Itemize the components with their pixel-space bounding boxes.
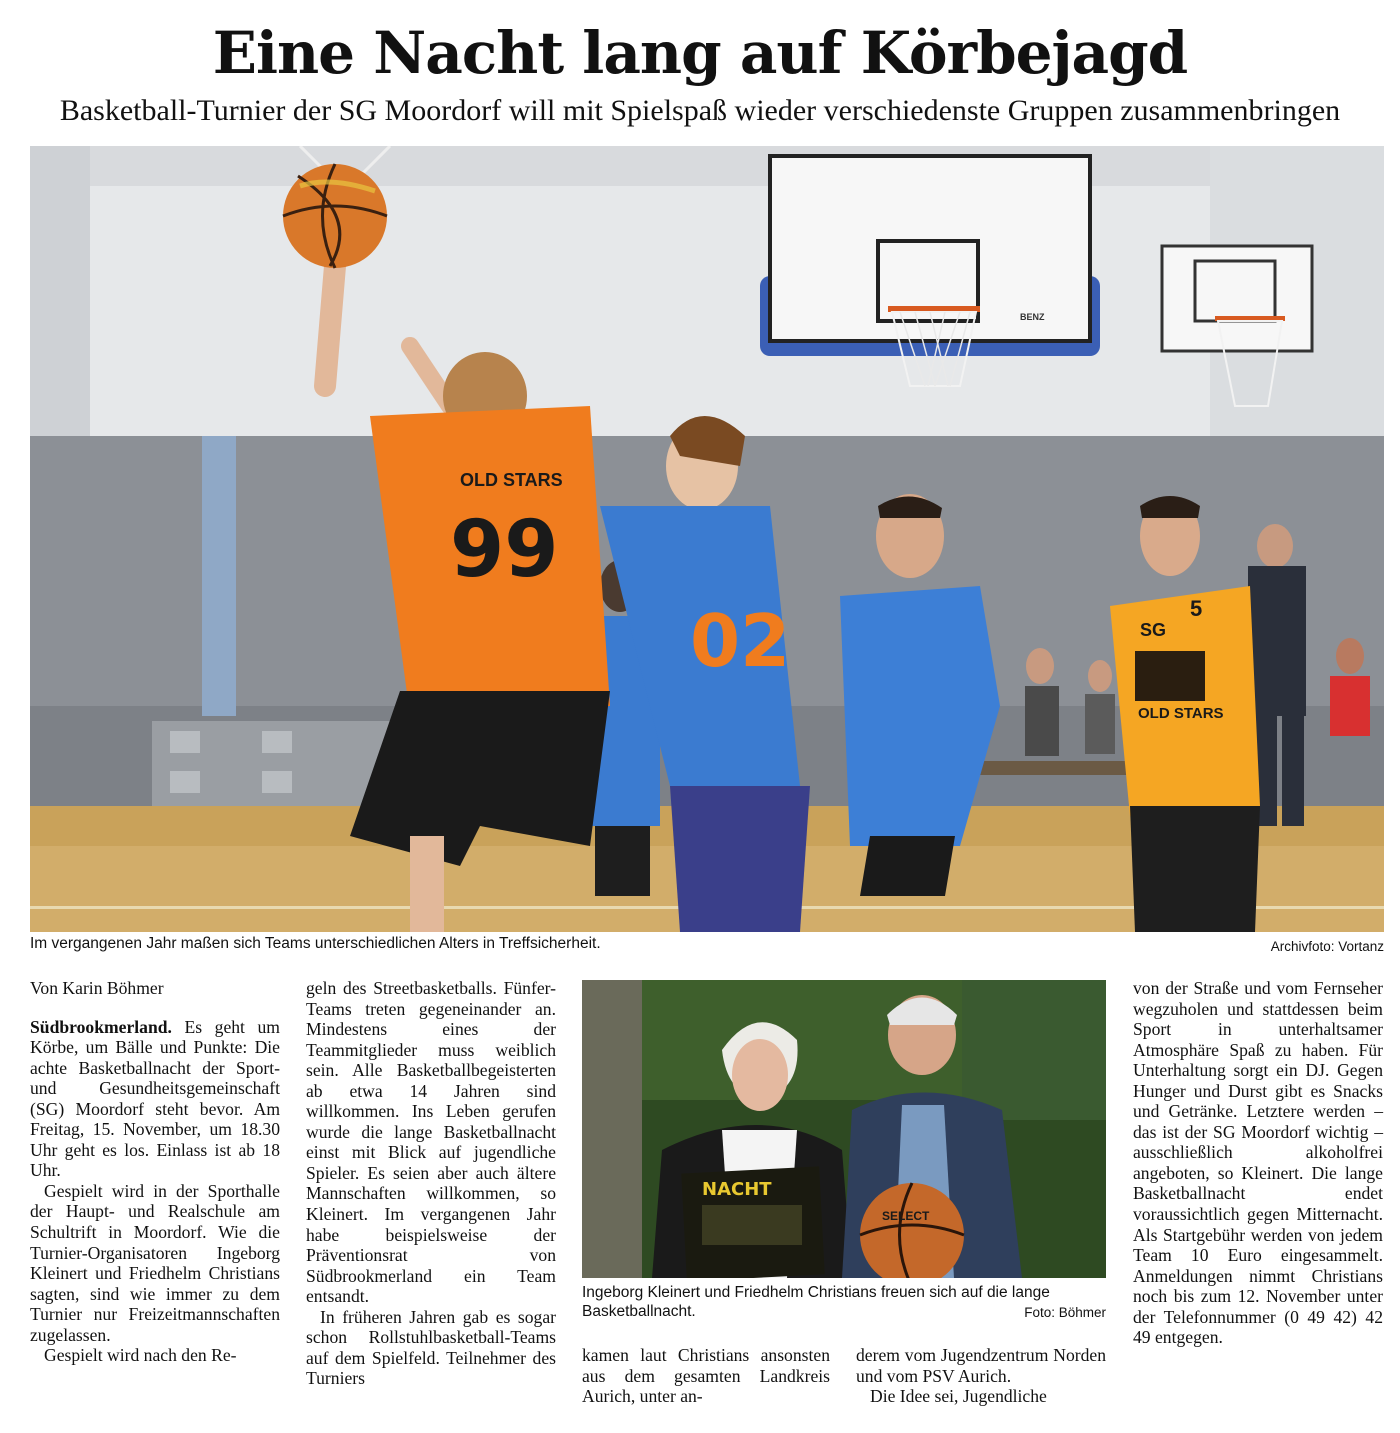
headline: Eine Nacht lang auf Körbejagd bbox=[212, 19, 1188, 87]
article-column-3 bbox=[582, 1345, 830, 1407]
jersey-yellow-logo: OLD STARS bbox=[1138, 705, 1224, 722]
jersey-yellow-team: SG bbox=[1140, 620, 1167, 640]
inset-photo-credit: Foto: Böhmer bbox=[1024, 1305, 1106, 1320]
jersey-back-text: OLD STARS bbox=[460, 470, 563, 490]
paragraph: geln des Streetbasketballs. Fünfer-Teams treten gegeneinander an. Mindestens eines der Teammitglieder muss weiblich sein. Alle Basketballbegeisterten ab etwa 14 Jahren sind willkommen. Ins Leben gerufen wurde die lange Basketballnacht einst mit Blick auf jugendliche Spieler. Es seien aber auch ältere Mannschaften willkommen, so Kleinert. Im vergangenen Jahr habe beispielsweise der Präventionsrat von Südbrookmerland ein Team entsandt. bbox=[306, 978, 556, 1307]
inset-photo bbox=[582, 980, 1106, 1278]
jersey-yellow-number: 5 bbox=[1190, 596, 1203, 621]
paragraph: von der Straße und vom Fernseher wegzuholen und stattdessen beim Sport in unterhaltsamer Atmosphäre Spaß zu haben. Für Unterhaltung sorgt ein DJ. Gegen Hunger und Durst gibt es Snacks und Getränke. Letztere werden – das ist der SG Moordorf wichtig – ausschließlich alkoholfrei angeboten, so Kleinert. Die lange Basketballnacht endet voraussichtlich gegen Mitternacht. Als Startgebühr werden von jedem Team 10 Euro eingesammelt. Anmeldungen nimmt Christians noch bis zum 12. November unter der Telefonnummer (0 49 42) 42 49 entgegen. bbox=[1133, 978, 1383, 1348]
paragraph: In früheren Jahren gab es sogar schon Rollstuhlbasketball-Teams auf dem Spielfeld. Teilnehmer des Turniers bbox=[306, 1306, 556, 1389]
ball-brand: SELECT bbox=[882, 1209, 930, 1223]
article-column-2 bbox=[306, 978, 556, 1389]
backboard-brand: BENZ bbox=[1020, 312, 1045, 322]
article-column-1 bbox=[30, 978, 280, 1366]
article-column-4 bbox=[856, 1345, 1106, 1407]
byline: Von Karin Böhmer bbox=[30, 978, 164, 998]
main-photo bbox=[30, 146, 1384, 932]
lead-paragraph bbox=[30, 1017, 280, 1181]
paragraph: Die Idee sei, Jugendliche bbox=[870, 1386, 1047, 1407]
inset-photo-caption: Ingeborg Kleinert und Friedhelm Christians freuen sich auf die lange Basketballnacht. bbox=[582, 1284, 1050, 1320]
poster-title: NACHT bbox=[702, 1179, 772, 1200]
lead-text: Es geht um Körbe, um Bälle und Punkte: Die achte Basketballnacht der Sport- und Gesundheitsgemeinschaft (SG) Moordorf steht bevor. Am Freitag, 15. November, um 18.30 Uhr geht es los. Einlass ist ab 18 Uhr. bbox=[30, 1016, 280, 1181]
paragraph: Gespielt wird in der Sporthalle der Haupt- und Realschule am Schultrift in Moordorf. Wie die Turnier-Organisatoren Ingeborg Kleinert und Friedhelm Christians sagten, sind wie immer zu dem Turnier nur Freizeitmannschaften zugelassen. bbox=[30, 1180, 280, 1345]
jersey-blue-number: 02 bbox=[690, 599, 791, 683]
main-photo-credit: Archivfoto: Vortanz bbox=[1270, 939, 1384, 954]
jersey-back-number: 99 bbox=[450, 505, 559, 595]
dateline: Südbrookmerland. bbox=[30, 1016, 172, 1037]
subheadline: Basketball-Turnier der SG Moordorf will mit Spielspaß wieder verschiedenste Gruppen zusammenbringen bbox=[59, 94, 1341, 127]
paragraph: Gespielt wird nach den Re- bbox=[44, 1345, 237, 1366]
paragraph: derem vom Jugendzentrum Norden und vom PSV Aurich. bbox=[856, 1345, 1106, 1386]
article-column-5 bbox=[1133, 978, 1383, 1348]
paragraph: kamen laut Christians ansonsten aus dem gesamten Landkreis Aurich, unter an- bbox=[582, 1345, 830, 1407]
main-photo-caption: Im vergangenen Jahr maßen sich Teams unterschiedlichen Alters in Treffsicherheit. bbox=[30, 935, 601, 952]
